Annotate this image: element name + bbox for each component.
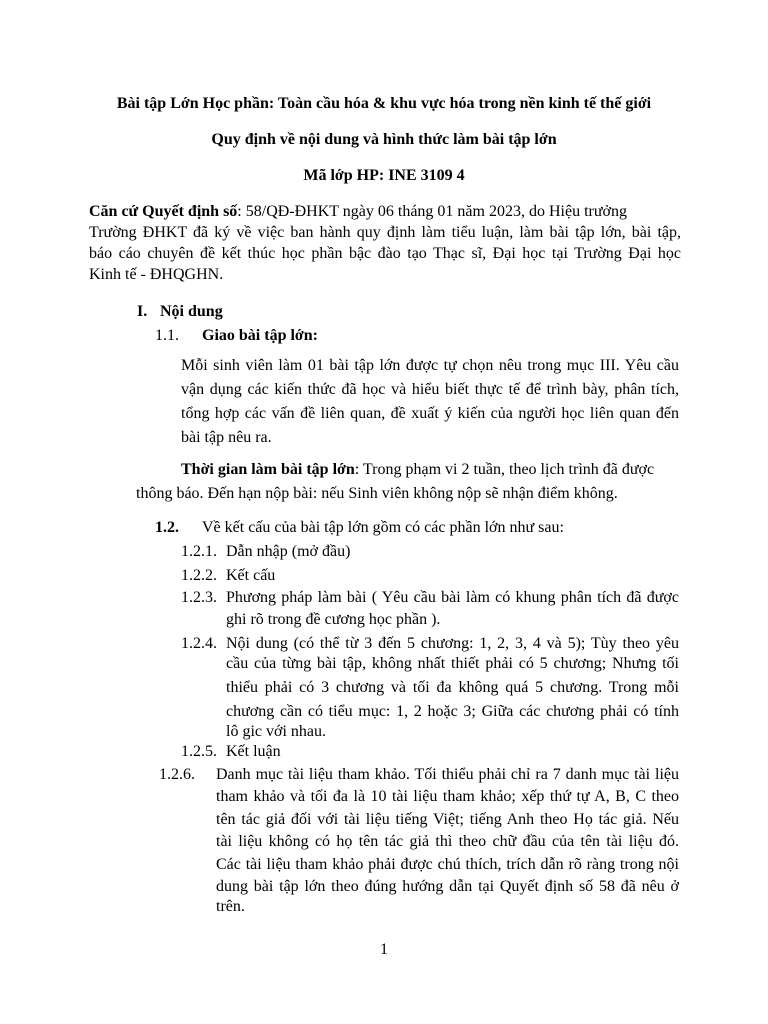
list-item-text: thiểu phải có 3 chương và tối đa không quá 5 chương. Trong mỗi	[226, 679, 679, 696]
list-item-text: trên.	[216, 898, 245, 915]
list-item-number: 1.2.5.	[181, 743, 217, 760]
document-title: Bài tập Lớn Học phần: Toàn cầu hóa & khu vực hóa trong nền kinh tế thế giới	[116, 95, 652, 112]
time-label: Thời gian làm bài tập lớn	[181, 461, 355, 478]
list-item-text: chương cần có tiểu mục: 1, 2 hoặc 3; Giữa các chương phải có tính	[226, 703, 679, 720]
list-item-text: Phương pháp làm bài ( Yêu cầu bài làm có khung phân tích đã được	[226, 589, 679, 606]
list-item-text: Nội dung (có thể từ 3 đến 5 chương: 1, 2, 3, 4 và 5); Tùy theo yêu	[226, 635, 679, 652]
list-item-number: 1.2.4.	[181, 635, 217, 652]
document-subtitle: Quy định về nội dung và hình thức làm bài tập lớn	[211, 131, 557, 148]
basis-line-2: Trường ĐHKT đã ký về việc ban hành quy định làm tiểu luận, làm bài tập lớn, bài tập,	[89, 224, 681, 241]
list-item-text: tên tác giả đối với tài liệu tiếng Việt; tiếng Anh theo Họ tác giả. Nếu	[216, 811, 679, 828]
class-code: Mã lớp HP: INE 3109 4	[303, 167, 465, 184]
basis-label: Căn cứ Quyết định số	[89, 203, 238, 220]
list-item-number: 1.2.1.	[181, 543, 217, 560]
list-item-text: cầu của từng bài tập, không nhất thiết phải có 5 chương; Nhưng tối	[226, 655, 679, 672]
list-item-text: Các tài liệu tham khảo phải được chú thích, trích dẫn rõ ràng trong nội	[216, 856, 679, 873]
list-item-number: 1.2.2.	[181, 567, 217, 584]
time-line-1: Thời gian làm bài tập lớn: Trong phạm vi 2 tuần, theo lịch trình đã được	[181, 461, 655, 478]
assignment-para-line: vận dụng các kiến thức đã học và hiểu biết thực tế để trình bày, phân tích,	[181, 381, 679, 398]
list-item-text: dung bài tập lớn theo đúng hướng dẫn tại Quyết định số 58 đã nêu ở	[216, 878, 679, 895]
page-number: 1	[380, 941, 388, 958]
section-number: I.	[137, 303, 148, 320]
subsection-1-1-heading: Giao bài tập lớn:	[202, 327, 318, 344]
subsection-1-2-intro: Về kết cấu của bài tập lớn gồm có các phần lớn như sau:	[202, 519, 564, 536]
basis-line-1: Căn cứ Quyết định số: 58/QĐ-ĐHKT ngày 06 tháng 01 năm 2023, do Hiệu trưởng	[89, 203, 627, 220]
assignment-para-line: tổng hợp các vấn đề liên quan, đề xuất ý kiến của người học liên quan đến	[181, 405, 679, 422]
list-item-number: 1.2.3.	[181, 589, 217, 606]
section-heading: Nội dung	[160, 303, 223, 320]
subsection-1-2-number: 1.2.	[155, 519, 179, 536]
list-item-text: Kết cấu	[226, 567, 276, 584]
list-item-text: tài liệu không có họ tên tác giả thì theo chữ đầu của tên tài liệu đó.	[216, 833, 679, 850]
list-item-text: tham khảo và tối đa là 10 tài liệu tham khảo; xếp thứ tự A, B, C theo	[216, 788, 679, 805]
list-item-text: Danh mục tài liệu tham khảo. Tối thiểu phải chỉ ra 7 danh mục tài liệu	[216, 766, 679, 783]
basis-line-3: báo cáo chuyên đề kết thúc học phần bậc đào tạo Thạc sĩ, Đại học tại Trường Đại học	[89, 245, 681, 262]
list-item-text: ghi rõ trong đề cương học phần ).	[226, 611, 441, 628]
list-item-text: Dẫn nhập (mở đầu)	[226, 543, 351, 560]
list-item-number: 1.2.6.	[159, 766, 195, 783]
assignment-para-line: bài tập nêu ra.	[181, 429, 272, 446]
basis-line-4: Kinh tế - ĐHQGHN.	[89, 266, 224, 283]
subsection-1-1-number: 1.1.	[155, 327, 179, 344]
assignment-para-line: Mỗi sinh viên làm 01 bài tập lớn được tự chọn nêu trong mục III. Yêu cầu	[181, 357, 679, 374]
list-item-text: Kết luận	[226, 743, 281, 760]
time-line-2: thông báo. Đến hạn nộp bài: nếu Sinh viên không nộp sẽ nhận điểm không.	[136, 485, 618, 502]
list-item-text: lô gic với nhau.	[226, 723, 326, 740]
